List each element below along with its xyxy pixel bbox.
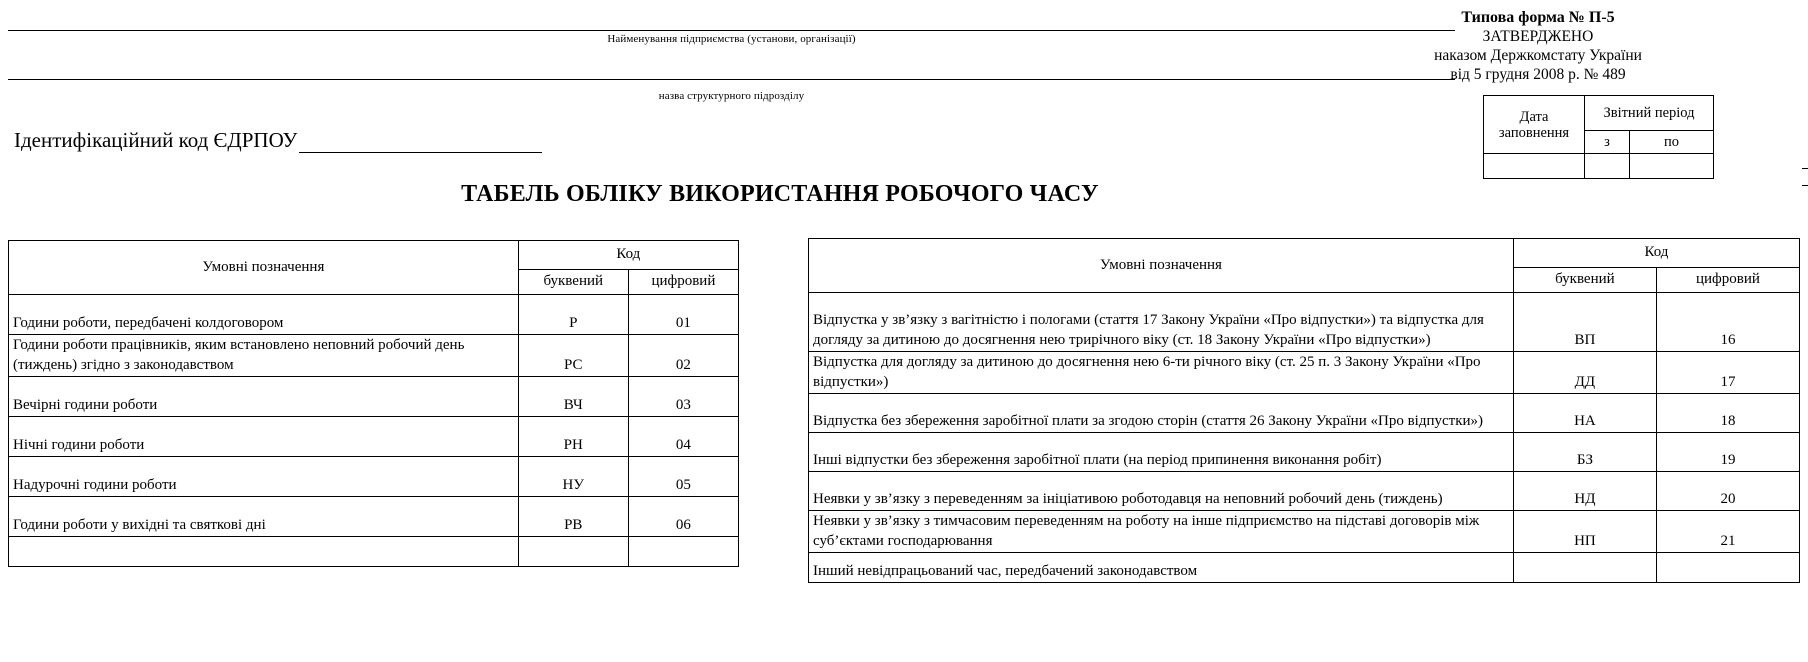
right-row-desc: Інший невідпрацьований час, передбачений законодавством <box>809 553 1514 583</box>
page-title: ТАБЕЛЬ ОБЛІКУ ВИКОРИСТАННЯ РОБОЧОГО ЧАСУ <box>461 181 1099 207</box>
right-row-num: 21 <box>1656 511 1799 553</box>
right-row-num: 16 <box>1656 293 1799 352</box>
right-row-desc: Неявки у зв’язку з тимчасовим переведенням на роботу на інше підприємство на підставі договорів між суб’єктами господарювання <box>809 511 1514 553</box>
left-row-desc: Години роботи, передбачені колдоговором <box>9 295 519 335</box>
right-row-num: 19 <box>1656 433 1799 472</box>
right-row-num: 18 <box>1656 394 1799 433</box>
table-row <box>809 352 1800 394</box>
table-row <box>809 472 1800 511</box>
division-name-blank-line[interactable] <box>8 79 1455 80</box>
right-code-header: Код <box>1513 239 1799 268</box>
table-header-row <box>9 241 739 270</box>
form-number: Типова форма № П-5 <box>1461 9 1615 26</box>
right-row-num: 20 <box>1656 472 1799 511</box>
company-name-blank-line[interactable] <box>8 30 1455 31</box>
left-code-numeric-header: цифровий <box>628 270 738 295</box>
period-to-value[interactable] <box>1630 154 1714 179</box>
left-row-desc: Надурочні години роботи <box>9 457 519 497</box>
table-row <box>9 537 739 567</box>
table-row <box>809 553 1800 583</box>
table-header-row <box>809 239 1800 268</box>
right-row-desc: Інші відпустки без збереження заробітної плати (на період припинення виконання робіт) <box>809 433 1514 472</box>
page-edge-mark <box>1802 168 1808 186</box>
legend-table-left <box>8 240 739 567</box>
left-row-alpha <box>518 537 628 567</box>
edrpou-row <box>14 128 542 153</box>
left-row-desc <box>9 537 519 567</box>
right-code-alpha-header: буквений <box>1513 268 1656 293</box>
left-row-num: 04 <box>628 417 738 457</box>
right-row-desc: Відпустка без збереження заробітної плати за згодою сторін (стаття 26 Закону України «Про відпустки») <box>809 394 1514 433</box>
left-row-num: 06 <box>628 497 738 537</box>
left-row-num: 02 <box>628 335 738 377</box>
right-row-alpha: ДД <box>1513 352 1656 394</box>
order-authority: наказом Держкомстату України <box>1434 47 1642 64</box>
right-row-num <box>1656 553 1799 583</box>
table-row <box>9 497 739 537</box>
table-row <box>809 293 1800 352</box>
left-code-alpha-header: буквений <box>518 270 628 295</box>
table-row <box>9 377 739 417</box>
period-from-value[interactable] <box>1585 154 1630 179</box>
right-row-alpha: БЗ <box>1513 433 1656 472</box>
edrpou-input-blank[interactable] <box>299 134 542 153</box>
reporting-period-table <box>1483 95 1714 179</box>
right-row-alpha: НА <box>1513 394 1656 433</box>
right-code-numeric-header: цифровий <box>1656 268 1799 293</box>
right-row-alpha: НП <box>1513 511 1656 553</box>
left-row-alpha: Р <box>518 295 628 335</box>
table-row <box>9 335 739 377</box>
left-row-num: 01 <box>628 295 738 335</box>
division-name-caption: назва структурного підрозділу <box>658 90 805 102</box>
fill-date-header: Дата заповнення <box>1484 96 1585 154</box>
table-row <box>809 433 1800 472</box>
approved-label: ЗАТВЕРДЖЕНО <box>1482 28 1594 45</box>
left-row-desc: Вечірні години роботи <box>9 377 519 417</box>
order-date: від 5 грудня 2008 р. № 489 <box>1450 66 1626 83</box>
right-row-desc: Неявки у зв’язку з переведенням за ініціативою роботодавця на неповний робочий день (тиждень) <box>809 472 1514 511</box>
form-meta-block <box>1276 8 1800 84</box>
left-row-desc: Нічні години роботи <box>9 417 519 457</box>
table-row <box>9 295 739 335</box>
right-row-desc: Відпустка у зв’язку з вагітністю і пологами (стаття 17 Закону України «Про відпустки») та відпустка для догляду за дитиною до досягнення нею трирічного віку (ст. 18 Закону України «Про відпустки») <box>809 293 1514 352</box>
period-from-header: з <box>1585 131 1630 154</box>
table-row <box>9 457 739 497</box>
right-row-alpha: ВП <box>1513 293 1656 352</box>
right-row-num: 17 <box>1656 352 1799 394</box>
left-row-num: 05 <box>628 457 738 497</box>
left-symbols-header: Умовні позначення <box>9 241 519 295</box>
left-row-alpha: РВ <box>518 497 628 537</box>
table-row <box>809 394 1800 433</box>
period-to-header: по <box>1630 131 1714 154</box>
left-row-desc: Години роботи у вихідні та святкові дні <box>9 497 519 537</box>
right-row-alpha <box>1513 553 1656 583</box>
right-symbols-header: Умовні позначення <box>809 239 1514 293</box>
table-row <box>9 417 739 457</box>
left-row-alpha: РН <box>518 417 628 457</box>
left-row-alpha: РС <box>518 335 628 377</box>
left-row-alpha: НУ <box>518 457 628 497</box>
fill-date-value[interactable] <box>1484 154 1585 179</box>
left-row-desc: Години роботи працівників, яким встановлено неповний робочий день (тиждень) згідно з законодавством <box>9 335 519 377</box>
right-row-desc: Відпустка для догляду за дитиною до досягнення нею 6-ти річного віку (ст. 25 п. 3 Закону України «Про відпустки») <box>809 352 1514 394</box>
left-row-alpha: ВЧ <box>518 377 628 417</box>
right-row-alpha: НД <box>1513 472 1656 511</box>
company-name-caption: Найменування підприємства (установи, організації) <box>607 33 856 45</box>
left-code-header: Код <box>518 241 738 270</box>
table-row <box>1484 154 1714 179</box>
table-row <box>1484 96 1714 131</box>
legend-table-right <box>808 238 1800 583</box>
left-row-num: 03 <box>628 377 738 417</box>
edrpou-label: Ідентифікаційний код ЄДРПОУ <box>14 128 298 152</box>
left-row-num <box>628 537 738 567</box>
table-row <box>809 511 1800 553</box>
report-period-header: Звітний період <box>1585 96 1714 131</box>
